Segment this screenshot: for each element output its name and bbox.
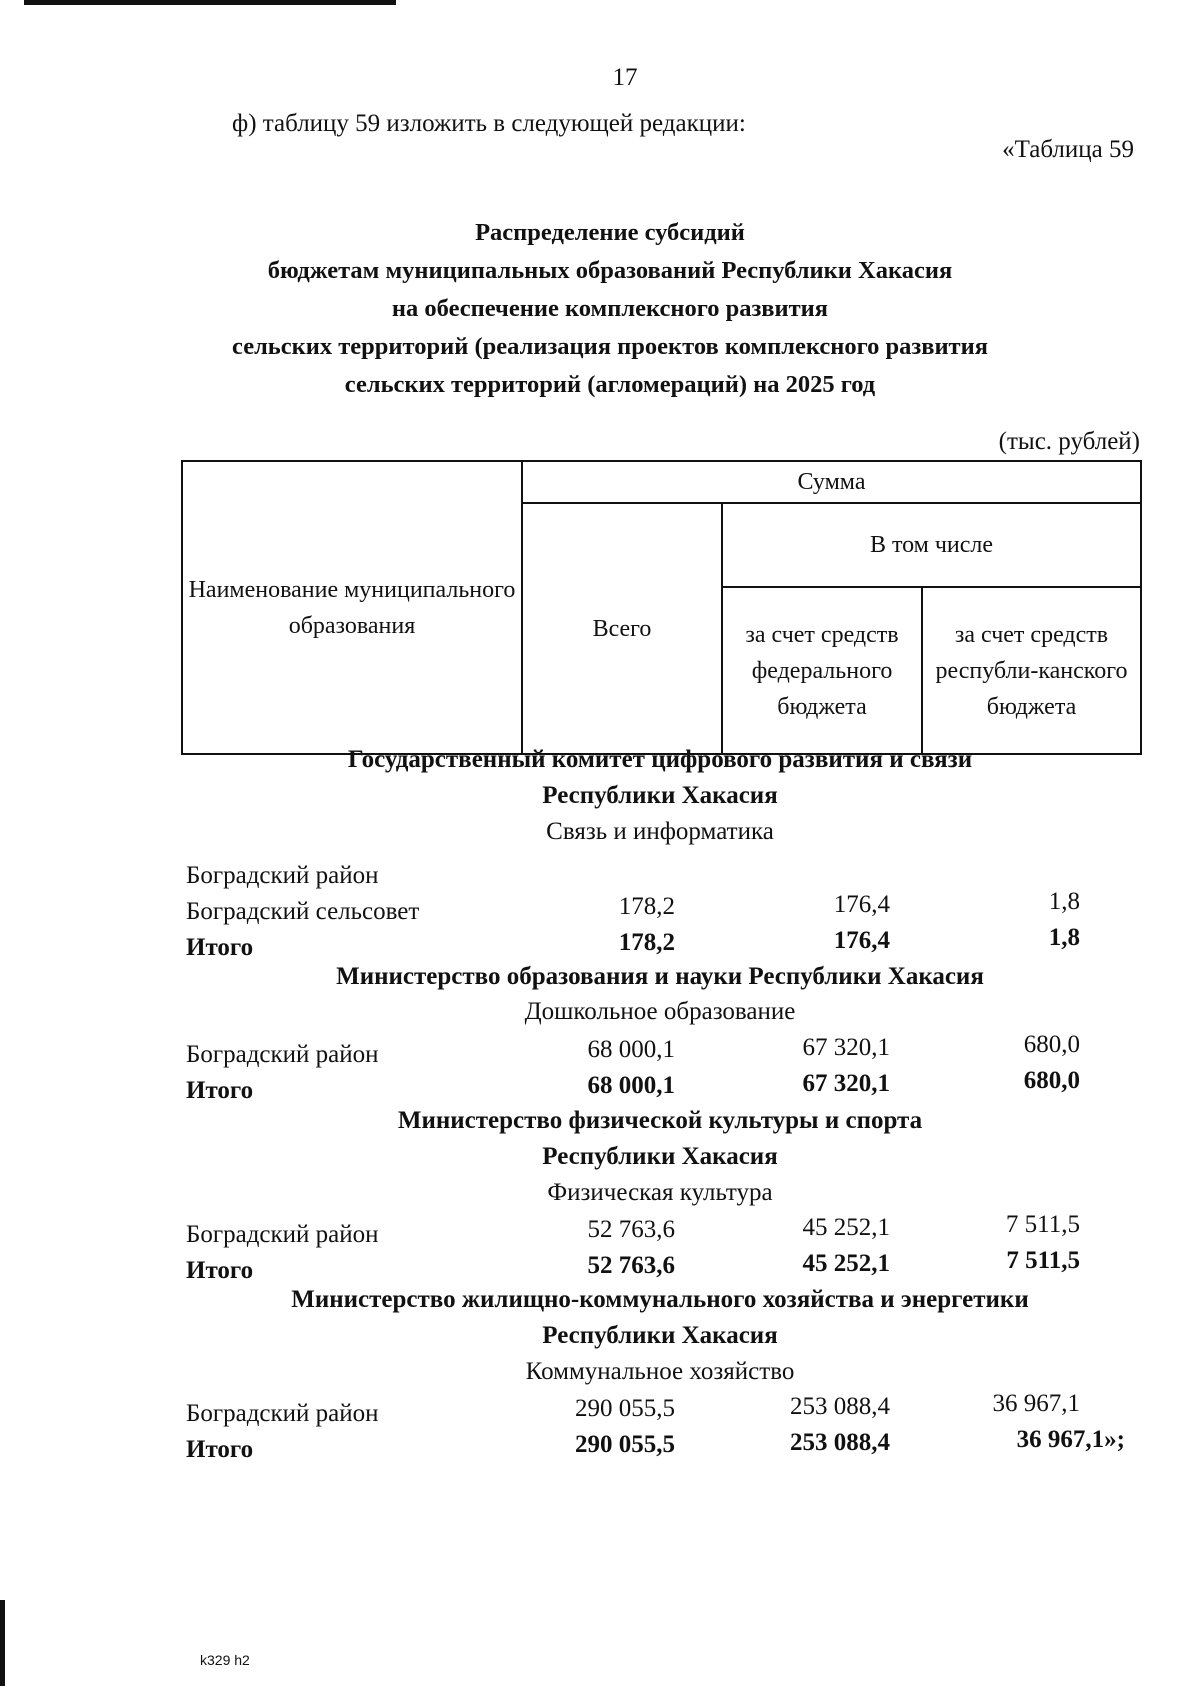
total-federal: 176,4 [833, 927, 890, 954]
total-label: Итого [186, 1436, 254, 1463]
category-heading: Коммунальное хозяйство [525, 1358, 795, 1385]
group-label: Боградский район [186, 862, 379, 889]
total-republic: 680,0 [1023, 1067, 1080, 1094]
category-heading: Дошкольное образование [524, 998, 796, 1025]
row-name: Боградский район [186, 1400, 379, 1427]
row-name: Боградский район [186, 1041, 379, 1068]
total-value: 68 000,1 [587, 1072, 675, 1099]
cell-republic: 36 967,1 [992, 1390, 1080, 1417]
ministry-heading: Республики Хакасия [542, 1143, 778, 1170]
ministry-heading: Республики Хакасия [542, 782, 778, 809]
ministry-heading: Министерство образования и науки Республики Хакасия [336, 963, 984, 990]
header-republic: за счет средств республи-канского бюджета [922, 587, 1141, 754]
total-value: 178,2 [618, 929, 675, 956]
cell-total: 178,2 [618, 893, 675, 920]
total-value: 52 763,6 [587, 1252, 675, 1279]
title-line: сельских территорий (агломераций) на 2025 год [344, 371, 876, 398]
total-federal: 45 252,1 [802, 1250, 890, 1277]
cell-total: 52 763,6 [587, 1216, 675, 1243]
header-including: В том числе [722, 503, 1141, 587]
ministry-heading: Министерство физической культуры и спорта [397, 1107, 923, 1134]
header-sum: Сумма [522, 461, 1141, 503]
cell-federal: 45 252,1 [802, 1214, 890, 1241]
header-name-col: Наименование муниципального образования [182, 461, 522, 754]
header-total: Всего [522, 503, 722, 754]
intro-text: ф) таблицу 59 изложить в следующей редакции: [232, 110, 746, 137]
footer-code: k329 h2 [200, 1652, 250, 1668]
document-title [180, 214, 1040, 404]
cell-republic: 680,0 [1023, 1031, 1080, 1058]
ministry-heading: Республики Хакасия [542, 1322, 778, 1349]
row-name: Боградский район [186, 1221, 379, 1248]
table-header [181, 460, 1142, 755]
cell-republic: 1,8 [1048, 888, 1080, 915]
title-line: на обеспечение комплексного развития [391, 295, 829, 322]
total-value: 290 055,5 [575, 1431, 675, 1458]
total-label: Итого [186, 1077, 254, 1104]
scan-edge-mark [24, 0, 396, 5]
category-heading: Связь и информатика [546, 818, 774, 845]
ministry-heading: Министерство жилищно-коммунального хозяйства и энергетики [291, 1286, 1029, 1313]
cell-federal: 176,4 [833, 891, 890, 918]
units-label: (тыс. рублей) [998, 428, 1140, 455]
total-label: Итого [186, 1257, 254, 1284]
category-heading: Физическая культура [547, 1179, 773, 1206]
total-republic: 36 967,1»; [1016, 1426, 1125, 1453]
cell-total: 290 055,5 [575, 1395, 675, 1422]
cell-federal: 67 320,1 [802, 1034, 890, 1061]
total-republic: 7 511,5 [1006, 1247, 1080, 1274]
scan-edge-mark [0, 1600, 5, 1686]
cell-republic: 7 511,5 [1005, 1211, 1080, 1238]
total-republic: 1,8 [1048, 924, 1080, 951]
table-label: «Таблица 59 [1002, 136, 1134, 163]
header-federal: за счет средств федерального бюджета [722, 587, 922, 754]
row-name: Боградский сельсовет [186, 898, 420, 925]
total-federal: 67 320,1 [802, 1070, 890, 1097]
total-label: Итого [186, 934, 254, 961]
title-line: бюджетам муниципальных образований Республики Хакасия [267, 257, 953, 284]
page-number: 17 [612, 64, 638, 91]
cell-total: 68 000,1 [587, 1036, 675, 1063]
ministry-heading: Государственный комитет цифрового развития и связи [347, 746, 973, 773]
title-line: сельских территорий (реализация проектов комплексного развития [232, 333, 988, 360]
cell-federal: 253 088,4 [790, 1393, 890, 1420]
title-line: Распределение субсидий [475, 219, 745, 246]
total-federal: 253 088,4 [790, 1429, 890, 1456]
